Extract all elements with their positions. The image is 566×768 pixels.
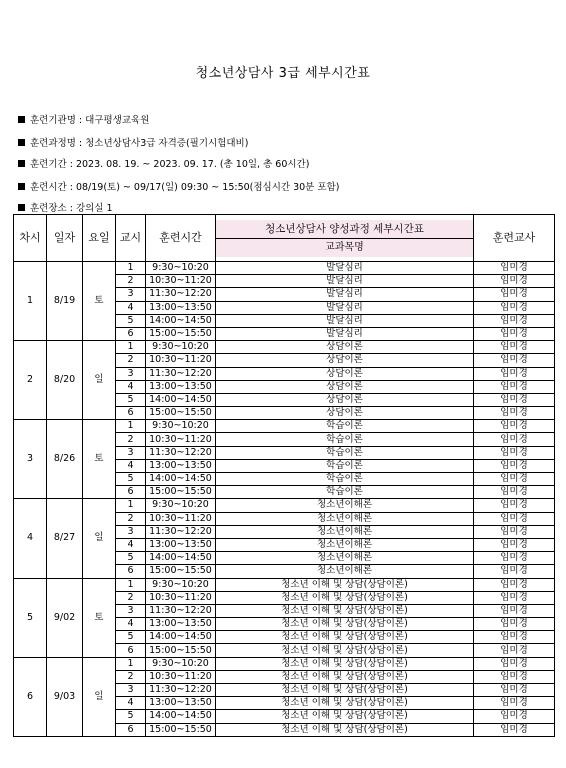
teacher-cell: 임미경	[474, 354, 555, 367]
period-cell: 6	[116, 327, 146, 340]
square-bullet-icon	[18, 183, 25, 190]
subject-cell: 청소년이해론	[216, 499, 474, 512]
time-cell: 11:30~12:20	[146, 604, 216, 617]
subject-cell: 발달심리	[216, 275, 474, 288]
subject-cell: 청소년 이해 및 상담(상담이론)	[216, 604, 474, 617]
teacher-cell: 임미경	[474, 578, 555, 591]
teacher-cell: 임미경	[474, 525, 555, 538]
time-cell: 9:30~10:20	[146, 262, 216, 275]
teacher-cell: 임미경	[474, 565, 555, 578]
period-cell: 3	[116, 446, 146, 459]
time-cell: 10:30~11:20	[146, 275, 216, 288]
time-cell: 10:30~11:20	[146, 433, 216, 446]
subject-cell: 청소년 이해 및 상담(상담이론)	[216, 723, 474, 736]
table-row	[14, 420, 555, 433]
time-cell: 15:00~15:50	[146, 644, 216, 657]
subject-cell: 상담이론	[216, 407, 474, 420]
subject-cell: 발달심리	[216, 301, 474, 314]
time-cell: 10:30~11:20	[146, 670, 216, 683]
day-cell: 일	[83, 499, 116, 578]
period-cell: 4	[116, 459, 146, 472]
time-cell: 13:00~13:50	[146, 618, 216, 631]
session-cell: 6	[14, 657, 47, 736]
subject-cell: 상담이론	[216, 367, 474, 380]
time-cell: 14:00~14:50	[146, 314, 216, 327]
period-cell: 2	[116, 591, 146, 604]
info-line-location	[18, 200, 113, 214]
period-cell: 6	[116, 407, 146, 420]
header-subject: 교과목명	[216, 239, 473, 257]
day-cell: 토	[83, 262, 116, 341]
subject-cell: 청소년 이해 및 상담(상담이론)	[216, 591, 474, 604]
subject-cell: 청소년 이해 및 상담(상담이론)	[216, 697, 474, 710]
teacher-cell: 임미경	[474, 723, 555, 736]
header-time: 훈련시간	[146, 215, 216, 262]
period-cell: 5	[116, 393, 146, 406]
time-cell: 15:00~15:50	[146, 565, 216, 578]
date-cell: 8/19	[47, 262, 83, 341]
period-cell: 6	[116, 644, 146, 657]
date-cell: 8/26	[47, 420, 83, 499]
info-line-course	[18, 135, 248, 149]
time-cell: 14:00~14:50	[146, 631, 216, 644]
date-cell: 9/03	[47, 657, 83, 736]
teacher-cell: 임미경	[474, 459, 555, 472]
time-cell: 10:30~11:20	[146, 354, 216, 367]
teacher-cell: 임미경	[474, 631, 555, 644]
period-cell: 5	[116, 631, 146, 644]
period-cell: 5	[116, 552, 146, 565]
time-cell: 15:00~15:50	[146, 407, 216, 420]
subject-cell: 청소년 이해 및 상담(상담이론)	[216, 710, 474, 723]
teacher-cell: 임미경	[474, 604, 555, 617]
time-cell: 9:30~10:20	[146, 657, 216, 670]
header-group-title: 청소년상담사 양성과정 세부시간표	[216, 220, 473, 238]
time-cell: 9:30~10:20	[146, 341, 216, 354]
period-cell: 6	[116, 486, 146, 499]
subject-cell: 상담이론	[216, 341, 474, 354]
subject-cell: 학습이론	[216, 433, 474, 446]
info-text: 훈련시간 : 08/19(토) ~ 09/17(일) 09:30 ~ 15:50(점심시간 30분 포함)	[30, 182, 340, 193]
table-row	[14, 578, 555, 591]
time-cell: 11:30~12:20	[146, 684, 216, 697]
period-cell: 2	[116, 275, 146, 288]
subject-cell: 발달심리	[216, 314, 474, 327]
time-cell: 15:00~15:50	[146, 327, 216, 340]
subject-cell: 청소년 이해 및 상담(상담이론)	[216, 578, 474, 591]
period-cell: 4	[116, 697, 146, 710]
info-text: 훈련장소 : 강의실 1	[30, 203, 113, 214]
subject-cell: 학습이론	[216, 486, 474, 499]
time-cell: 15:00~15:50	[146, 486, 216, 499]
subject-cell: 학습이론	[216, 420, 474, 433]
time-cell: 13:00~13:50	[146, 301, 216, 314]
day-cell: 일	[83, 657, 116, 736]
teacher-cell: 임미경	[474, 644, 555, 657]
teacher-cell: 임미경	[474, 657, 555, 670]
subject-cell: 청소년이해론	[216, 565, 474, 578]
teacher-cell: 임미경	[474, 275, 555, 288]
schedule-body	[14, 262, 555, 737]
period-cell: 5	[116, 314, 146, 327]
session-cell: 5	[14, 578, 47, 657]
teacher-cell: 임미경	[474, 670, 555, 683]
teacher-cell: 임미경	[474, 262, 555, 275]
teacher-cell: 임미경	[474, 301, 555, 314]
table-row	[14, 341, 555, 354]
teacher-cell: 임미경	[474, 538, 555, 551]
subject-cell: 학습이론	[216, 446, 474, 459]
teacher-cell: 임미경	[474, 591, 555, 604]
schedule-table	[13, 214, 555, 737]
subject-cell: 청소년이해론	[216, 538, 474, 551]
time-cell: 9:30~10:20	[146, 499, 216, 512]
period-cell: 4	[116, 380, 146, 393]
period-cell: 1	[116, 420, 146, 433]
info-text: 훈련기관명 : 대구평생교육원	[30, 115, 150, 126]
period-cell: 4	[116, 618, 146, 631]
day-cell: 일	[83, 341, 116, 420]
table-row	[14, 262, 555, 275]
time-cell: 9:30~10:20	[146, 420, 216, 433]
teacher-cell: 임미경	[474, 433, 555, 446]
date-cell: 8/27	[47, 499, 83, 578]
info-line-period	[18, 156, 309, 170]
teacher-cell: 임미경	[474, 697, 555, 710]
subject-cell: 발달심리	[216, 288, 474, 301]
square-bullet-icon	[18, 116, 25, 123]
teacher-cell: 임미경	[474, 341, 555, 354]
subject-cell: 청소년이해론	[216, 512, 474, 525]
info-text: 훈련과정명 : 청소년상담사3급 자격증(필기시험대비)	[30, 138, 249, 149]
teacher-cell: 임미경	[474, 327, 555, 340]
teacher-cell: 임미경	[474, 446, 555, 459]
period-cell: 3	[116, 367, 146, 380]
time-cell: 14:00~14:50	[146, 393, 216, 406]
info-line-institution	[18, 112, 149, 126]
time-cell: 13:00~13:50	[146, 538, 216, 551]
table-row	[14, 499, 555, 512]
subject-cell: 청소년이해론	[216, 525, 474, 538]
teacher-cell: 임미경	[474, 407, 555, 420]
period-cell: 2	[116, 512, 146, 525]
teacher-cell: 임미경	[474, 684, 555, 697]
time-cell: 11:30~12:20	[146, 288, 216, 301]
session-cell: 4	[14, 499, 47, 578]
date-cell: 8/20	[47, 341, 83, 420]
period-cell: 2	[116, 670, 146, 683]
day-cell: 토	[83, 420, 116, 499]
period-cell: 3	[116, 288, 146, 301]
subject-cell: 청소년 이해 및 상담(상담이론)	[216, 618, 474, 631]
subject-cell: 학습이론	[216, 459, 474, 472]
time-cell: 11:30~12:20	[146, 446, 216, 459]
subject-cell: 학습이론	[216, 473, 474, 486]
period-cell: 6	[116, 565, 146, 578]
teacher-cell: 임미경	[474, 288, 555, 301]
period-cell: 1	[116, 262, 146, 275]
teacher-cell: 임미경	[474, 486, 555, 499]
period-cell: 3	[116, 604, 146, 617]
time-cell: 10:30~11:20	[146, 591, 216, 604]
square-bullet-icon	[18, 204, 25, 211]
square-bullet-icon	[18, 160, 25, 167]
time-cell: 9:30~10:20	[146, 578, 216, 591]
time-cell: 14:00~14:50	[146, 552, 216, 565]
subject-cell: 상담이론	[216, 380, 474, 393]
teacher-cell: 임미경	[474, 314, 555, 327]
header-period: 교시	[116, 215, 146, 262]
time-cell: 11:30~12:20	[146, 525, 216, 538]
time-cell: 14:00~14:50	[146, 710, 216, 723]
subject-cell: 발달심리	[216, 262, 474, 275]
subject-cell: 청소년 이해 및 상담(상담이론)	[216, 644, 474, 657]
time-cell: 13:00~13:50	[146, 459, 216, 472]
teacher-cell: 임미경	[474, 499, 555, 512]
header-teacher: 훈련교사	[474, 215, 555, 262]
subject-cell: 청소년이해론	[216, 552, 474, 565]
teacher-cell: 임미경	[474, 710, 555, 723]
subject-cell: 상담이론	[216, 393, 474, 406]
period-cell: 1	[116, 578, 146, 591]
time-cell: 15:00~15:50	[146, 723, 216, 736]
period-cell: 1	[116, 499, 146, 512]
teacher-cell: 임미경	[474, 420, 555, 433]
teacher-cell: 임미경	[474, 552, 555, 565]
teacher-cell: 임미경	[474, 367, 555, 380]
period-cell: 6	[116, 723, 146, 736]
document-title: 청소년상담사 3급 세부시간표	[195, 66, 371, 81]
time-cell: 13:00~13:50	[146, 697, 216, 710]
info-text: 훈련기간 : 2023. 08. 19. ~ 2023. 09. 17. (총 10일, 총 60시간)	[30, 159, 310, 170]
period-cell: 4	[116, 538, 146, 551]
table-row	[14, 657, 555, 670]
period-cell: 1	[116, 341, 146, 354]
date-cell: 9/02	[47, 578, 83, 657]
square-bullet-icon	[18, 139, 25, 146]
period-cell: 2	[116, 433, 146, 446]
period-cell: 3	[116, 525, 146, 538]
subject-cell: 청소년 이해 및 상담(상담이론)	[216, 631, 474, 644]
subject-cell: 상담이론	[216, 354, 474, 367]
period-cell: 2	[116, 354, 146, 367]
info-line-hours	[18, 179, 339, 193]
subject-cell: 청소년 이해 및 상담(상담이론)	[216, 684, 474, 697]
period-cell: 5	[116, 710, 146, 723]
subject-cell: 청소년 이해 및 상담(상담이론)	[216, 657, 474, 670]
teacher-cell: 임미경	[474, 473, 555, 486]
time-cell: 13:00~13:50	[146, 380, 216, 393]
period-cell: 1	[116, 657, 146, 670]
time-cell: 10:30~11:20	[146, 512, 216, 525]
session-cell: 3	[14, 420, 47, 499]
period-cell: 4	[116, 301, 146, 314]
period-cell: 5	[116, 473, 146, 486]
subject-cell: 발달심리	[216, 327, 474, 340]
header-subject-group	[216, 215, 474, 262]
session-cell: 2	[14, 341, 47, 420]
teacher-cell: 임미경	[474, 618, 555, 631]
teacher-cell: 임미경	[474, 512, 555, 525]
header-day: 요일	[83, 215, 116, 262]
time-cell: 14:00~14:50	[146, 473, 216, 486]
header-session: 차시	[14, 215, 47, 262]
time-cell: 11:30~12:20	[146, 367, 216, 380]
day-cell: 토	[83, 578, 116, 657]
teacher-cell: 임미경	[474, 393, 555, 406]
session-cell: 1	[14, 262, 47, 341]
teacher-cell: 임미경	[474, 380, 555, 393]
period-cell: 3	[116, 684, 146, 697]
header-date: 일자	[47, 215, 83, 262]
subject-cell: 청소년 이해 및 상담(상담이론)	[216, 670, 474, 683]
